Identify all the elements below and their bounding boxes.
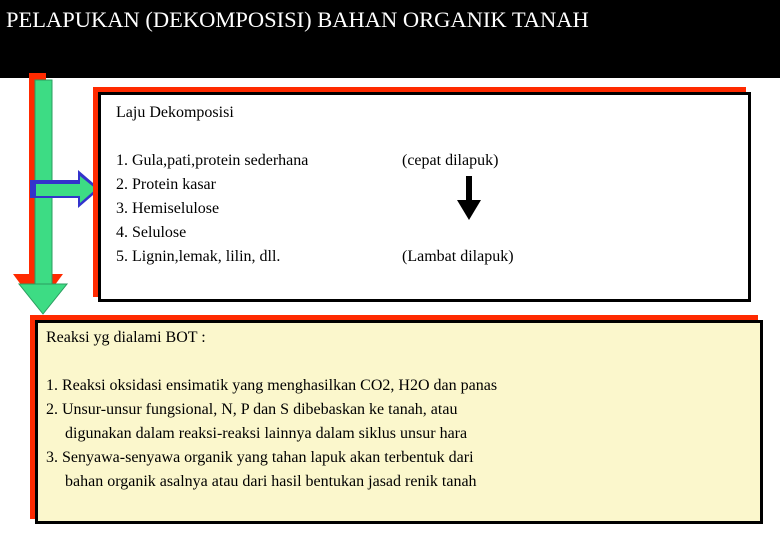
slow-label: (Lambat dilapuk) [402,248,514,265]
list-item: 2. Protein kasar [116,176,216,193]
list-item: 1. Reaksi oksidasi ensimatik yang menghasilkan CO2, H2O dan panas [46,377,498,394]
fast-label: (cepat dilapuk) [402,152,499,169]
list-item: 2. Unsur-unsur fungsional, N, P dan S dibebaskan ke tanah, atau [46,401,458,418]
slide-title: PELAPUKAN (DEKOMPOSISI) BAHAN ORGANIK TANAH [6,7,589,32]
down-arrow-icon [454,176,484,222]
list-item: 1. Gula,pati,protein sederhana [116,152,309,169]
list-item: 4. Selulose [116,224,187,241]
list-item: 5. Lignin,lemak, lilin, dll. [116,248,281,265]
reactions-heading: Reaksi yg dialami BOT : [46,329,206,346]
list-item: 3. Hemiselulose [116,200,220,217]
list-item: bahan organik asalnya atau dari hasil bentukan jasad renik tanah [65,473,477,490]
decomposition-heading: Laju Dekomposisi [116,104,234,121]
decomposition-list [116,149,308,269]
reactions-list [46,374,497,494]
list-item: digunakan dalam reaksi-reaksi lainnya dalam siklus unsur hara [65,425,468,442]
list-item: 3. Senyawa-senyawa organik yang tahan lapuk akan terbentuk dari [46,449,474,466]
